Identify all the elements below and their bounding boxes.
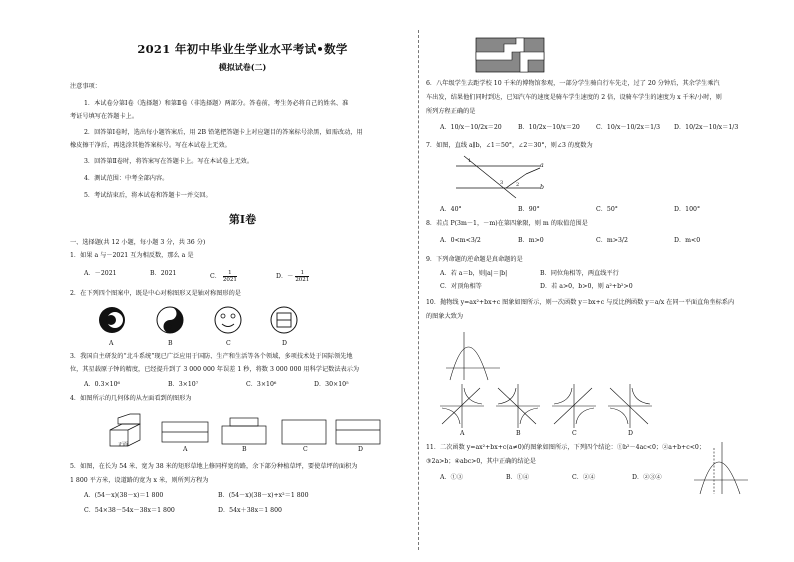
q6-option-b: B．10/2x－10/x＝20 xyxy=(518,124,580,131)
q5-line: 1 800 平方米，设道路的宽为 x 米，则所列方程为 xyxy=(70,477,209,484)
q2-label-c: C xyxy=(226,340,231,347)
notes-heading: 注意事项： xyxy=(70,83,101,90)
q1-frac-den: 2021 xyxy=(295,277,310,284)
q2-figures xyxy=(98,304,298,340)
q1-frac-num: 1 xyxy=(295,270,309,277)
q4-option-a-figure xyxy=(162,422,208,442)
q10-graph-c xyxy=(552,384,596,428)
q8-stem: 8．若点 P(3m－1，－m)在第四象限，则 m 的取值范围是 xyxy=(426,220,588,227)
note-line: 1．本试卷分第Ⅰ卷（选择题）和第Ⅱ卷（非选择题）两部分。答卷前，考生务必将自己的姓名、准 xyxy=(84,100,349,107)
q2-figure-a xyxy=(99,307,125,333)
q9-option-d: D．若 a>0，b>0，则 a²+b²>0 xyxy=(540,283,633,290)
q7-angle-3: 3 xyxy=(500,180,504,186)
q1-frac-den: 2021 xyxy=(222,277,237,284)
q2-figure-d xyxy=(271,307,297,333)
q6-line: 6．八年级学生去距学校 10 千米的博物馆参观，一部分学生骑自行车先走，过了 20 分钟后，其余学生乘汽 xyxy=(426,80,720,87)
q5-option-b: B．(54－x)(38－x)+x²＝1 800 xyxy=(218,492,309,499)
q8-option-c: C．m>3/2 xyxy=(596,237,628,244)
note-line: 5．考试结束后，将本试卷和答题卡一并交回。 xyxy=(84,192,212,199)
q2-figure-b xyxy=(157,307,183,333)
q6-option-a: A．10/x－10/2x＝20 xyxy=(440,124,502,131)
q10-parabola-figure xyxy=(446,332,502,382)
q7-label-a: a xyxy=(540,162,544,169)
note-line: 4．测试范围：中考全部内容。 xyxy=(84,175,169,182)
q3-line: 3．我国自主研发的“北斗系统”现已广泛应用于国防、生产和生活等各个领域，多项技术处于国际领先地 xyxy=(70,353,353,360)
q10-label-d: D xyxy=(628,430,633,437)
q5-lawn-figure xyxy=(476,38,544,72)
q3-option-a: A．0.3×10⁶ xyxy=(84,381,121,388)
q8-option-d: D．m<0 xyxy=(674,237,701,244)
q1-fraction xyxy=(295,270,309,283)
q6-option-d: D．10/2x－10/x＝1/3 xyxy=(674,124,739,131)
q8-option-b: B．m>0 xyxy=(518,237,544,244)
q4-figures xyxy=(106,412,366,452)
note-line: 2．回答第Ⅰ卷时，选出每小题答案后，用 2B 铅笔把答题卡上对应题目的答案标号涂黑，如需改动，用 xyxy=(84,129,363,136)
q4-front-label: 正面 xyxy=(118,442,129,448)
q1-stem: 1．如果 a 与－2021 互为相反数，那么 a 是 xyxy=(70,252,194,259)
q10-graph-a xyxy=(440,384,484,428)
q11-line: ③2a>b；④abc>0，其中正确的结论是 xyxy=(426,458,536,465)
q6-line: 车出发，结果他们同时到达，已知汽车的速度是骑车学生速度的 2 倍，设骑车学生的速度为 x 千米/小时，则 xyxy=(426,94,722,101)
note-line: 橡皮擦干净后，再选涂其他答案标号。写在本试卷上无效。 xyxy=(70,142,231,149)
q7-option-d: D．100° xyxy=(674,206,701,213)
q5-line: 5．如图，在长为 54 米、宽为 38 米的矩形草地上修同样宽的路，余下部分种植草坪，要使草坪的面积为 xyxy=(70,463,358,470)
note-line: 3．回答第Ⅱ卷时，将答案写在答题卡上。写在本试卷上无效。 xyxy=(84,158,254,165)
note-line: 考证号填写在答题卡上。 xyxy=(70,113,139,120)
q11-option-a: A．①③ xyxy=(440,474,464,481)
q4-stem: 4．如图所示的几何体的从左面看到的图形为 xyxy=(70,395,192,402)
q1-option-c-label: C． xyxy=(210,273,221,281)
q1-fraction xyxy=(223,270,237,283)
q11-parabola-figure xyxy=(694,440,750,496)
q4-label-b: B xyxy=(242,446,247,453)
q1-option-d-label: D．－ xyxy=(276,273,294,281)
q2-stem: 2．在下列四个图案中，既是中心对称图形又是轴对称图形的是 xyxy=(70,290,241,297)
q2-label-b: B xyxy=(168,340,173,347)
q3-line: 位，其星载原子钟的精度，已经提升到了 3 000 000 年误差 1 秒，将数 3 000 000 用科学记数法表示为 xyxy=(70,366,360,373)
q11-option-b: B．①④ xyxy=(506,474,530,481)
q7-option-c: C．50° xyxy=(596,206,618,213)
q10-graph-b xyxy=(496,384,540,428)
q4-option-b-figure xyxy=(222,418,266,444)
q10-line: 的图象大致为 xyxy=(426,313,464,320)
q10-graph-d xyxy=(608,384,652,428)
q10-line: 10．抛物线 y=ax²+bx+c 图象如图所示，则一次函数 y＝bx+c 与反比例函数 y＝a/x 在同一平面直角坐标系内 xyxy=(426,299,735,306)
q7-option-b: B．90° xyxy=(518,206,540,213)
q9-stem: 9．下列命题的逆命题是真命题的是 xyxy=(426,256,523,263)
q7-angle-1: 1 xyxy=(468,158,472,164)
exam-subtitle: 模拟试卷(二) xyxy=(218,62,267,72)
q7-option-a: A．40° xyxy=(440,206,462,213)
q3-option-c: C．3×10⁶ xyxy=(246,381,277,388)
part-heading: 一、选择题(共 12 小题，每小题 3 分，共 36 分) xyxy=(70,239,206,246)
q10-option-graphs xyxy=(440,384,660,428)
section-heading: 第Ⅰ卷 xyxy=(228,213,257,226)
q2-figure-c xyxy=(215,307,241,333)
q1-option-c xyxy=(210,270,237,283)
q11-line: 11．二次函数 y=ax²+bx+c(a≠0)的图象如图所示，下列四个结论：①b²－4ac<0；②a+b+c<0； xyxy=(426,444,706,451)
q1-option-d xyxy=(276,270,309,283)
q9-option-b: B．同位角相等，两直线平行 xyxy=(540,270,619,277)
q11-option-d: D．②③④ xyxy=(632,474,662,481)
q7-angle-2: 2 xyxy=(516,182,520,188)
q4-label-a: A xyxy=(183,446,188,453)
q10-label-c: C xyxy=(572,430,577,437)
q1-option-a: A．－2021 xyxy=(84,270,117,277)
q9-option-c: C．对顶角相等 xyxy=(440,283,482,290)
q4-option-c-figure xyxy=(282,420,326,444)
q7-stem: 7．如图，直线 a∥b，∠1＝50°，∠2＝30°，则∠3 的度数为 xyxy=(426,142,593,149)
q6-line: 所列方程正确的是 xyxy=(426,108,476,115)
q3-option-d: D．30×10⁵ xyxy=(314,381,349,388)
q9-option-a: A．若 a＝b，则|a|＝|b| xyxy=(440,270,508,277)
q10-label-a: A xyxy=(460,430,465,437)
exam-title: 2021 年初中毕业生学业水平考试•数学 xyxy=(137,42,348,56)
column-divider xyxy=(418,30,419,550)
q6-option-c: C．10/x－10/2x＝1/3 xyxy=(596,124,661,131)
q4-option-d-figure xyxy=(336,420,380,444)
q7-label-b: b xyxy=(540,184,544,191)
q10-label-b: B xyxy=(516,430,521,437)
q8-option-a: A．0<m<3/2 xyxy=(440,237,481,244)
q2-label-d: D xyxy=(282,340,287,347)
q2-label-a: A xyxy=(109,340,114,347)
q5-option-a: A．(54－x)(38－x)＝1 800 xyxy=(84,492,164,499)
q4-label-c: C xyxy=(303,446,308,453)
q5-option-c: C．54×38－54x－38x＝1 800 xyxy=(84,507,175,514)
q3-option-b: B．3×10⁷ xyxy=(168,381,199,388)
q4-label-d: D xyxy=(358,446,363,453)
q1-frac-num: 1 xyxy=(223,270,237,277)
q5-option-d: D．54x＋38x＝1 800 xyxy=(218,507,282,514)
q11-option-c: C．②④ xyxy=(572,474,596,481)
q1-option-b: B．2021 xyxy=(150,270,177,277)
